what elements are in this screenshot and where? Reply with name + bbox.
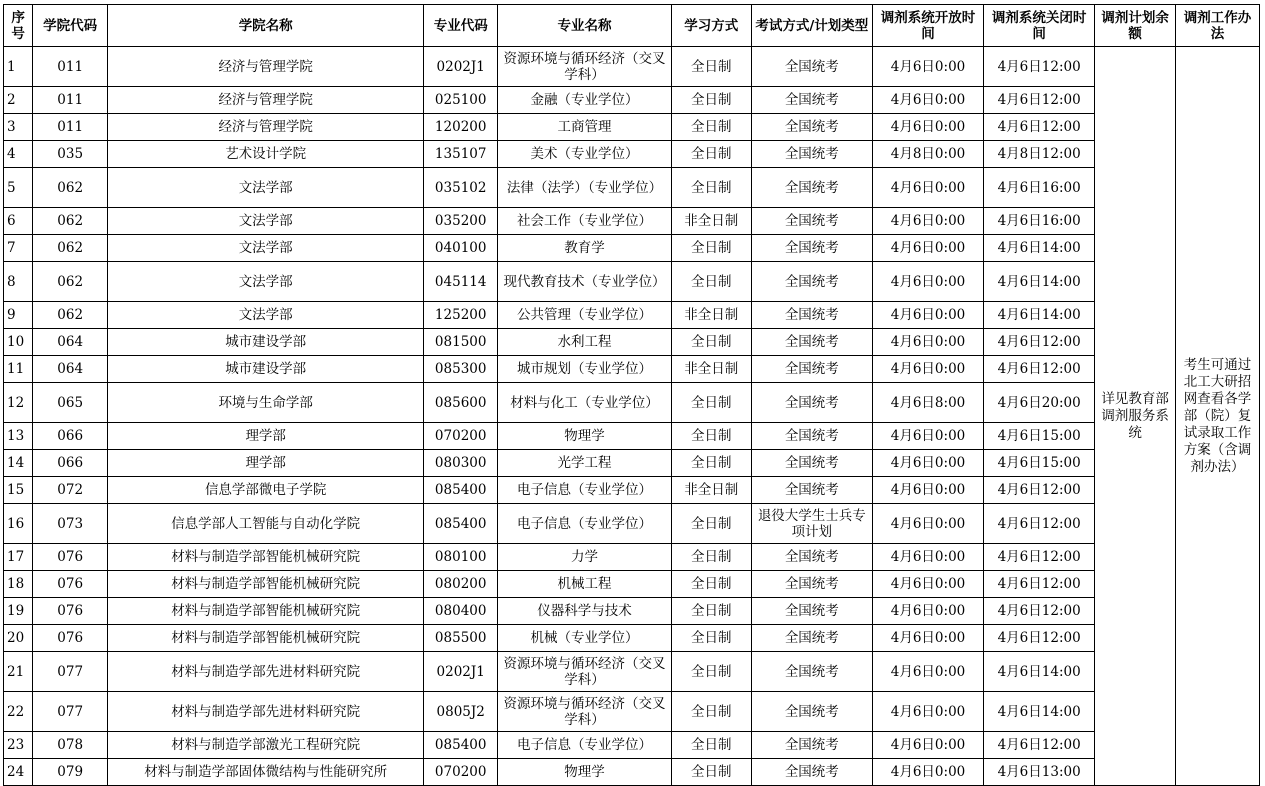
exam-type-cell: 全国统考 <box>751 168 872 208</box>
study-mode-cell: 非全日制 <box>671 356 751 383</box>
major-code-cell: 120200 <box>424 114 498 141</box>
open-time-cell: 4月6日0:00 <box>872 262 983 302</box>
major-name-cell: 力学 <box>498 544 672 571</box>
exam-type-cell: 全国统考 <box>751 652 872 692</box>
college-code-cell: 062 <box>33 168 108 208</box>
college-name-cell: 文法学部 <box>108 235 424 262</box>
college-code-cell: 062 <box>33 262 108 302</box>
open-time-cell: 4月6日0:00 <box>872 302 983 329</box>
header-college-code: 学院代码 <box>33 5 108 47</box>
college-name-cell: 城市建设学部 <box>108 356 424 383</box>
table-row <box>4 329 1260 356</box>
open-time-cell: 4月6日0:00 <box>872 732 983 759</box>
study-mode-cell: 全日制 <box>671 47 751 87</box>
major-name-cell: 美术（专业学位） <box>498 141 672 168</box>
close-time-cell: 4月6日12:00 <box>984 732 1095 759</box>
college-name-cell: 文法学部 <box>108 302 424 329</box>
table-row <box>4 383 1260 423</box>
college-name-cell: 材料与制造学部激光工程研究院 <box>108 732 424 759</box>
college-code-cell: 066 <box>33 450 108 477</box>
table-row <box>4 356 1260 383</box>
header-major-code: 专业代码 <box>424 5 498 47</box>
college-name-cell: 材料与制造学部先进材料研究院 <box>108 692 424 732</box>
college-code-cell: 011 <box>33 114 108 141</box>
table-row <box>4 302 1260 329</box>
seq-cell: 11 <box>4 356 33 383</box>
exam-type-cell: 全国统考 <box>751 759 872 786</box>
close-time-cell: 4月6日14:00 <box>984 692 1095 732</box>
major-code-cell: 080300 <box>424 450 498 477</box>
close-time-cell: 4月6日12:00 <box>984 571 1095 598</box>
study-mode-cell: 全日制 <box>671 141 751 168</box>
college-name-cell: 材料与制造学部智能机械研究院 <box>108 544 424 571</box>
open-time-cell: 4月6日0:00 <box>872 114 983 141</box>
study-mode-cell: 全日制 <box>671 423 751 450</box>
open-time-cell: 4月6日0:00 <box>872 450 983 477</box>
major-name-cell: 资源环境与循环经济（交叉学科） <box>498 692 672 732</box>
college-code-cell: 066 <box>33 423 108 450</box>
major-code-cell: 125200 <box>424 302 498 329</box>
close-time-cell: 4月6日14:00 <box>984 302 1095 329</box>
close-time-cell: 4月6日12:00 <box>984 504 1095 544</box>
seq-cell: 7 <box>4 235 33 262</box>
open-time-cell: 4月6日0:00 <box>872 168 983 208</box>
major-name-cell: 现代教育技术（专业学位） <box>498 262 672 302</box>
table-row <box>4 168 1260 208</box>
study-mode-cell: 全日制 <box>671 652 751 692</box>
table-row <box>4 652 1260 692</box>
study-mode-cell: 全日制 <box>671 114 751 141</box>
study-mode-cell: 非全日制 <box>671 302 751 329</box>
plan-balance-cell: 详见教育部调剂服务系统 <box>1095 47 1176 786</box>
open-time-cell: 4月6日0:00 <box>872 329 983 356</box>
close-time-cell: 4月6日12:00 <box>984 47 1095 87</box>
header-seq: 序号 <box>4 5 33 47</box>
major-code-cell: 081500 <box>424 329 498 356</box>
table-row <box>4 571 1260 598</box>
exam-type-cell: 全国统考 <box>751 302 872 329</box>
college-name-cell: 理学部 <box>108 423 424 450</box>
major-name-cell: 资源环境与循环经济（交叉学科） <box>498 652 672 692</box>
college-name-cell: 经济与管理学院 <box>108 47 424 87</box>
study-mode-cell: 全日制 <box>671 732 751 759</box>
college-name-cell: 艺术设计学院 <box>108 141 424 168</box>
close-time-cell: 4月6日12:00 <box>984 477 1095 504</box>
seq-cell: 24 <box>4 759 33 786</box>
college-code-cell: 062 <box>33 235 108 262</box>
college-code-cell: 078 <box>33 732 108 759</box>
major-name-cell: 物理学 <box>498 423 672 450</box>
study-mode-cell: 非全日制 <box>671 477 751 504</box>
exam-type-cell: 全国统考 <box>751 732 872 759</box>
seq-cell: 15 <box>4 477 33 504</box>
table-row <box>4 87 1260 114</box>
close-time-cell: 4月6日12:00 <box>984 598 1095 625</box>
table-row <box>4 235 1260 262</box>
seq-cell: 17 <box>4 544 33 571</box>
major-code-cell: 085600 <box>424 383 498 423</box>
major-name-cell: 电子信息（专业学位） <box>498 477 672 504</box>
table-row <box>4 208 1260 235</box>
table-row <box>4 114 1260 141</box>
close-time-cell: 4月6日14:00 <box>984 652 1095 692</box>
college-code-cell: 011 <box>33 47 108 87</box>
close-time-cell: 4月6日12:00 <box>984 87 1095 114</box>
major-code-cell: 0202J1 <box>424 652 498 692</box>
seq-cell: 9 <box>4 302 33 329</box>
table-row <box>4 262 1260 302</box>
open-time-cell: 4月6日0:00 <box>872 571 983 598</box>
study-mode-cell: 全日制 <box>671 450 751 477</box>
college-code-cell: 077 <box>33 692 108 732</box>
major-name-cell: 水利工程 <box>498 329 672 356</box>
major-name-cell: 物理学 <box>498 759 672 786</box>
major-code-cell: 080200 <box>424 571 498 598</box>
major-name-cell: 教育学 <box>498 235 672 262</box>
major-name-cell: 机械（专业学位） <box>498 625 672 652</box>
seq-cell: 18 <box>4 571 33 598</box>
major-name-cell: 材料与化工（专业学位） <box>498 383 672 423</box>
college-name-cell: 材料与制造学部智能机械研究院 <box>108 598 424 625</box>
major-code-cell: 025100 <box>424 87 498 114</box>
major-name-cell: 电子信息（专业学位） <box>498 732 672 759</box>
open-time-cell: 4月6日0:00 <box>872 356 983 383</box>
open-time-cell: 4月6日0:00 <box>872 598 983 625</box>
exam-type-cell: 全国统考 <box>751 47 872 87</box>
college-code-cell: 076 <box>33 544 108 571</box>
college-code-cell: 079 <box>33 759 108 786</box>
seq-cell: 21 <box>4 652 33 692</box>
close-time-cell: 4月6日13:00 <box>984 759 1095 786</box>
major-name-cell: 仪器科学与技术 <box>498 598 672 625</box>
major-code-cell: 135107 <box>424 141 498 168</box>
major-code-cell: 035102 <box>424 168 498 208</box>
college-name-cell: 文法学部 <box>108 208 424 235</box>
seq-cell: 23 <box>4 732 33 759</box>
study-mode-cell: 全日制 <box>671 692 751 732</box>
open-time-cell: 4月6日8:00 <box>872 383 983 423</box>
exam-type-cell: 全国统考 <box>751 625 872 652</box>
exam-type-cell: 全国统考 <box>751 356 872 383</box>
college-code-cell: 064 <box>33 356 108 383</box>
major-code-cell: 080400 <box>424 598 498 625</box>
header-work-method: 调剂工作办法 <box>1176 5 1260 47</box>
close-time-cell: 4月6日12:00 <box>984 329 1095 356</box>
college-name-cell: 经济与管理学院 <box>108 114 424 141</box>
major-code-cell: 085300 <box>424 356 498 383</box>
seq-cell: 4 <box>4 141 33 168</box>
header-open-time: 调剂系统开放时间 <box>872 5 983 47</box>
table-row <box>4 598 1260 625</box>
close-time-cell: 4月6日16:00 <box>984 208 1095 235</box>
major-name-cell: 金融（专业学位） <box>498 87 672 114</box>
close-time-cell: 4月6日12:00 <box>984 625 1095 652</box>
table-row <box>4 423 1260 450</box>
major-code-cell: 0202J1 <box>424 47 498 87</box>
college-code-cell: 076 <box>33 625 108 652</box>
study-mode-cell: 全日制 <box>671 544 751 571</box>
open-time-cell: 4月6日0:00 <box>872 692 983 732</box>
seq-cell: 2 <box>4 87 33 114</box>
seq-cell: 16 <box>4 504 33 544</box>
close-time-cell: 4月6日15:00 <box>984 450 1095 477</box>
close-time-cell: 4月6日12:00 <box>984 544 1095 571</box>
study-mode-cell: 全日制 <box>671 598 751 625</box>
exam-type-cell: 全国统考 <box>751 208 872 235</box>
table-row <box>4 141 1260 168</box>
exam-type-cell: 全国统考 <box>751 450 872 477</box>
close-time-cell: 4月6日12:00 <box>984 356 1095 383</box>
study-mode-cell: 全日制 <box>671 383 751 423</box>
open-time-cell: 4月6日0:00 <box>872 47 983 87</box>
seq-cell: 6 <box>4 208 33 235</box>
close-time-cell: 4月6日14:00 <box>984 235 1095 262</box>
open-time-cell: 4月6日0:00 <box>872 652 983 692</box>
major-code-cell: 085500 <box>424 625 498 652</box>
exam-type-cell: 全国统考 <box>751 141 872 168</box>
study-mode-cell: 全日制 <box>671 262 751 302</box>
header-row <box>4 5 1260 47</box>
adjustment-table <box>3 4 1260 786</box>
major-name-cell: 法律（法学）（专业学位） <box>498 168 672 208</box>
exam-type-cell: 全国统考 <box>751 544 872 571</box>
major-code-cell: 085400 <box>424 732 498 759</box>
study-mode-cell: 全日制 <box>671 329 751 356</box>
exam-type-cell: 全国统考 <box>751 423 872 450</box>
header-exam-type: 考试方式/计划类型 <box>751 5 872 47</box>
seq-cell: 1 <box>4 47 33 87</box>
open-time-cell: 4月6日0:00 <box>872 544 983 571</box>
college-code-cell: 011 <box>33 87 108 114</box>
college-code-cell: 076 <box>33 571 108 598</box>
table-row <box>4 504 1260 544</box>
table-row <box>4 692 1260 732</box>
college-code-cell: 062 <box>33 302 108 329</box>
study-mode-cell: 全日制 <box>671 504 751 544</box>
seq-cell: 20 <box>4 625 33 652</box>
seq-cell: 8 <box>4 262 33 302</box>
study-mode-cell: 全日制 <box>671 571 751 598</box>
college-name-cell: 信息学部微电子学院 <box>108 477 424 504</box>
exam-type-cell: 全国统考 <box>751 383 872 423</box>
study-mode-cell: 全日制 <box>671 168 751 208</box>
table-row <box>4 625 1260 652</box>
exam-type-cell: 全国统考 <box>751 692 872 732</box>
major-code-cell: 070200 <box>424 759 498 786</box>
table-row <box>4 732 1260 759</box>
open-time-cell: 4月6日0:00 <box>872 625 983 652</box>
exam-type-cell: 全国统考 <box>751 235 872 262</box>
open-time-cell: 4月6日0:00 <box>872 423 983 450</box>
seq-cell: 5 <box>4 168 33 208</box>
major-code-cell: 085400 <box>424 504 498 544</box>
study-mode-cell: 全日制 <box>671 625 751 652</box>
college-name-cell: 信息学部人工智能与自动化学院 <box>108 504 424 544</box>
seq-cell: 22 <box>4 692 33 732</box>
major-code-cell: 080100 <box>424 544 498 571</box>
college-name-cell: 文法学部 <box>108 262 424 302</box>
table-row <box>4 47 1260 87</box>
study-mode-cell: 全日制 <box>671 235 751 262</box>
table-row <box>4 544 1260 571</box>
close-time-cell: 4月8日12:00 <box>984 141 1095 168</box>
exam-type-cell: 全国统考 <box>751 598 872 625</box>
major-name-cell: 城市规划（专业学位） <box>498 356 672 383</box>
college-name-cell: 材料与制造学部固体微结构与性能研究所 <box>108 759 424 786</box>
college-name-cell: 城市建设学部 <box>108 329 424 356</box>
major-code-cell: 085400 <box>424 477 498 504</box>
open-time-cell: 4月6日0:00 <box>872 477 983 504</box>
major-code-cell: 070200 <box>424 423 498 450</box>
exam-type-cell: 退役大学生士兵专项计划 <box>751 504 872 544</box>
header-study-mode: 学习方式 <box>671 5 751 47</box>
open-time-cell: 4月8日0:00 <box>872 141 983 168</box>
major-name-cell: 光学工程 <box>498 450 672 477</box>
study-mode-cell: 全日制 <box>671 87 751 114</box>
college-code-cell: 064 <box>33 329 108 356</box>
college-name-cell: 文法学部 <box>108 168 424 208</box>
major-name-cell: 机械工程 <box>498 571 672 598</box>
header-plan-balance: 调剂计划余额 <box>1095 5 1176 47</box>
open-time-cell: 4月6日0:00 <box>872 759 983 786</box>
study-mode-cell: 全日制 <box>671 759 751 786</box>
open-time-cell: 4月6日0:00 <box>872 504 983 544</box>
college-code-cell: 073 <box>33 504 108 544</box>
exam-type-cell: 全国统考 <box>751 477 872 504</box>
close-time-cell: 4月6日16:00 <box>984 168 1095 208</box>
college-name-cell: 环境与生命学部 <box>108 383 424 423</box>
open-time-cell: 4月6日0:00 <box>872 235 983 262</box>
open-time-cell: 4月6日0:00 <box>872 87 983 114</box>
major-code-cell: 035200 <box>424 208 498 235</box>
table-row <box>4 759 1260 786</box>
major-name-cell: 资源环境与循环经济（交叉学科） <box>498 47 672 87</box>
major-code-cell: 0805J2 <box>424 692 498 732</box>
exam-type-cell: 全国统考 <box>751 87 872 114</box>
seq-cell: 3 <box>4 114 33 141</box>
college-code-cell: 077 <box>33 652 108 692</box>
exam-type-cell: 全国统考 <box>751 571 872 598</box>
table-row <box>4 477 1260 504</box>
college-code-cell: 076 <box>33 598 108 625</box>
close-time-cell: 4月6日20:00 <box>984 383 1095 423</box>
seq-cell: 12 <box>4 383 33 423</box>
major-code-cell: 045114 <box>424 262 498 302</box>
major-code-cell: 040100 <box>424 235 498 262</box>
exam-type-cell: 全国统考 <box>751 114 872 141</box>
college-name-cell: 材料与制造学部智能机械研究院 <box>108 571 424 598</box>
close-time-cell: 4月6日12:00 <box>984 114 1095 141</box>
open-time-cell: 4月6日0:00 <box>872 208 983 235</box>
work-method-cell: 考生可通过北工大研招网查看各学部（院）复试录取工作方案（含调剂办法） <box>1176 47 1260 786</box>
exam-type-cell: 全国统考 <box>751 329 872 356</box>
exam-type-cell: 全国统考 <box>751 262 872 302</box>
major-name-cell: 社会工作（专业学位） <box>498 208 672 235</box>
college-name-cell: 经济与管理学院 <box>108 87 424 114</box>
college-name-cell: 材料与制造学部智能机械研究院 <box>108 625 424 652</box>
major-name-cell: 工商管理 <box>498 114 672 141</box>
college-name-cell: 材料与制造学部先进材料研究院 <box>108 652 424 692</box>
major-name-cell: 电子信息（专业学位） <box>498 504 672 544</box>
seq-cell: 10 <box>4 329 33 356</box>
header-major-name: 专业名称 <box>498 5 672 47</box>
close-time-cell: 4月6日15:00 <box>984 423 1095 450</box>
college-name-cell: 理学部 <box>108 450 424 477</box>
header-college-name: 学院名称 <box>108 5 424 47</box>
table-row <box>4 450 1260 477</box>
seq-cell: 14 <box>4 450 33 477</box>
seq-cell: 13 <box>4 423 33 450</box>
college-code-cell: 065 <box>33 383 108 423</box>
seq-cell: 19 <box>4 598 33 625</box>
close-time-cell: 4月6日14:00 <box>984 262 1095 302</box>
college-code-cell: 072 <box>33 477 108 504</box>
study-mode-cell: 非全日制 <box>671 208 751 235</box>
major-name-cell: 公共管理（专业学位） <box>498 302 672 329</box>
header-close-time: 调剂系统关闭时间 <box>984 5 1095 47</box>
college-code-cell: 035 <box>33 141 108 168</box>
college-code-cell: 062 <box>33 208 108 235</box>
